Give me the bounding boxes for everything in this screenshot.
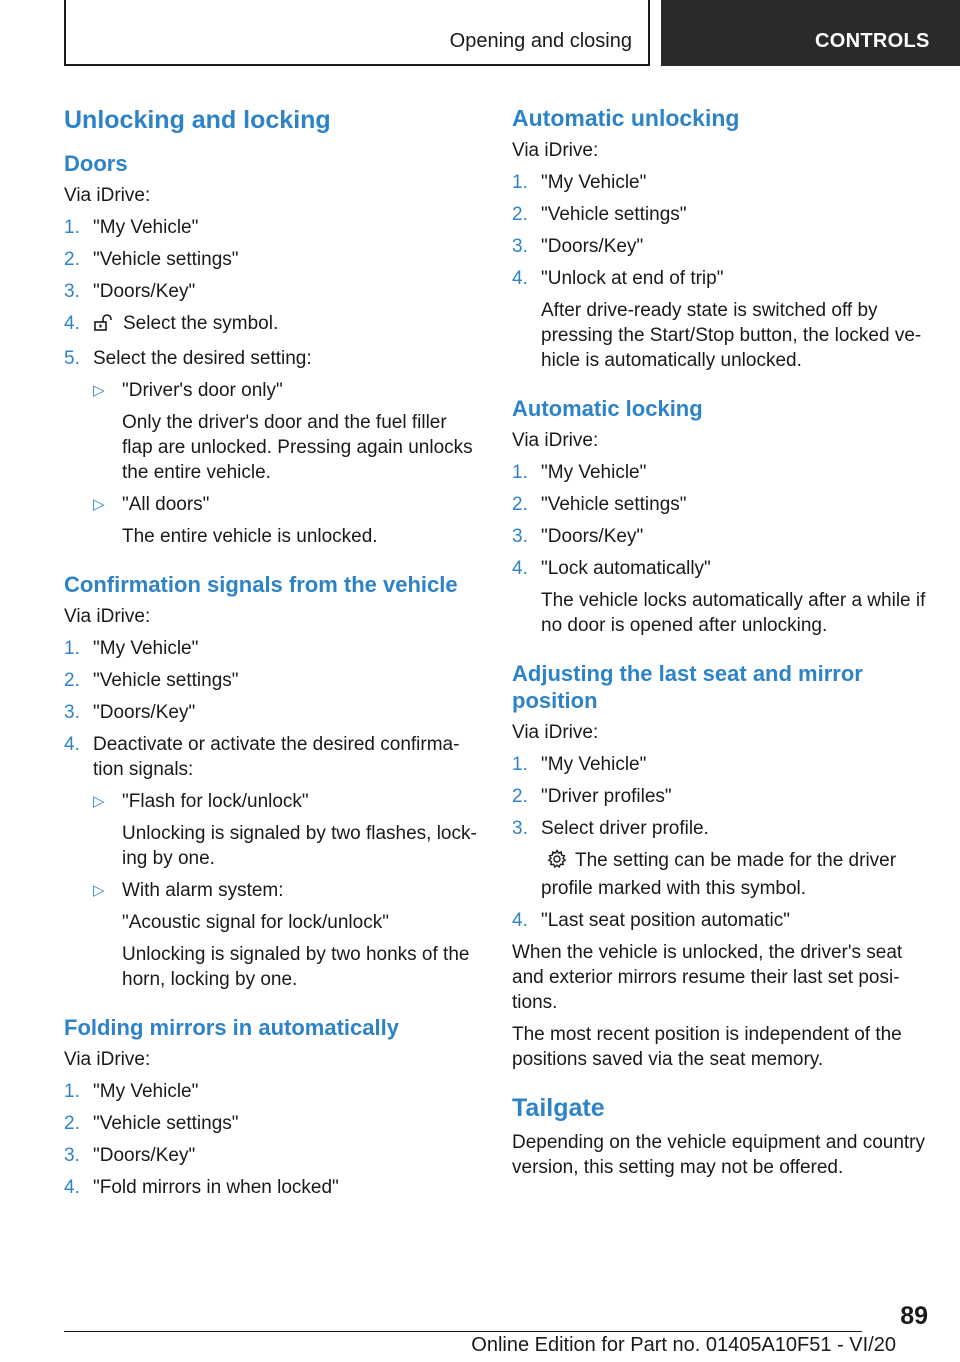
unlock-icon — [93, 314, 115, 339]
list-item — [512, 202, 930, 227]
list-item — [64, 732, 482, 992]
list-item — [93, 492, 482, 549]
list-item — [64, 668, 482, 693]
confirm-options — [93, 789, 482, 992]
list-item — [64, 1175, 482, 1200]
step-number: 4. — [64, 734, 80, 755]
page-number: 89 — [900, 1302, 928, 1330]
list-item — [93, 789, 482, 871]
step-text: "Fold mirrors in when locked" — [93, 1177, 339, 1198]
list-item — [93, 378, 482, 485]
step-text: "Vehicle settings" — [93, 249, 239, 270]
option-desc: The entire vehicle is unlocked. — [122, 526, 378, 547]
chapter-tab — [661, 0, 960, 66]
step-number: 3. — [64, 702, 80, 723]
auto-unlock-heading: Automatic unlocking — [512, 105, 740, 131]
doors-heading: Doors — [64, 151, 128, 176]
step-number: 1. — [512, 754, 528, 775]
list-item — [512, 266, 930, 373]
list-item — [64, 1111, 482, 1136]
step-number: 4. — [512, 558, 528, 579]
seat-mirror-steps — [512, 752, 930, 933]
auto-unlock-steps — [512, 170, 930, 373]
seat-mirror-paragraph-2: The most recent position is independent of the positions saved via the seat memory. — [512, 1024, 902, 1070]
list-item — [512, 908, 930, 933]
seat-mirror-heading: Adjusting the last seat and mirror position — [512, 661, 863, 713]
seat-mirror-via: Via iDrive: — [512, 722, 599, 743]
option-desc: "Acoustic signal for lock/unlock" — [122, 912, 389, 933]
option-title: "Flash for lock/unlock" — [122, 791, 309, 812]
step-number: 4. — [64, 1177, 80, 1198]
list-item — [512, 170, 930, 195]
fold-steps — [64, 1079, 482, 1200]
step-text: "Vehicle settings" — [541, 494, 687, 515]
step-text: "Driver profiles" — [541, 786, 672, 807]
list-item — [64, 247, 482, 272]
auto-lock-via: Via iDrive: — [512, 430, 599, 451]
step-note: The setting can be made for the driver profile marked with this symbol. — [541, 850, 897, 899]
step-number: 1. — [64, 638, 80, 659]
step-text: "My Vehicle" — [541, 754, 647, 775]
option-desc: Unlocking is signaled by two honks of the horn, locking by one. — [122, 944, 470, 990]
confirm-steps — [64, 636, 482, 992]
footer-edition: Online Edition for Part no. 01405A10F51 - VI/20 — [471, 1334, 896, 1356]
step-text: "Vehicle settings" — [93, 670, 239, 691]
list-item — [512, 752, 930, 777]
step-text: "Doors/Key" — [93, 281, 196, 302]
chapter-tab-label: CONTROLS — [815, 30, 930, 52]
list-item — [64, 1143, 482, 1168]
step-text: "Vehicle settings" — [93, 1113, 239, 1134]
section-title: Opening and closing — [449, 30, 632, 52]
step-number: 2. — [64, 1113, 80, 1134]
step-number: 3. — [64, 281, 80, 302]
step-note-with-icon — [541, 848, 930, 901]
list-item — [64, 346, 482, 549]
confirm-heading: Confirmation signals from the vehicle — [64, 572, 458, 597]
list-item — [512, 234, 930, 259]
fold-via: Via iDrive: — [64, 1049, 151, 1070]
list-item — [64, 215, 482, 240]
tailgate-heading: Tailgate — [512, 1094, 605, 1122]
list-item — [64, 311, 482, 339]
triangle-bullet-icon: ▷ — [93, 496, 105, 513]
step-text: "Last seat position automatic" — [541, 910, 791, 931]
triangle-bullet-icon: ▷ — [93, 793, 105, 810]
auto-lock-steps — [512, 460, 930, 638]
step-number: 4. — [64, 313, 80, 334]
list-item — [512, 556, 930, 638]
step-text: "Doors/Key" — [541, 236, 644, 257]
list-item — [512, 816, 930, 901]
step-number: 3. — [512, 236, 528, 257]
step-text: Select the symbol. — [123, 313, 279, 334]
list-item — [512, 492, 930, 517]
step-number: 1. — [512, 172, 528, 193]
auto-unlock-via: Via iDrive: — [512, 140, 599, 161]
list-item — [64, 279, 482, 304]
step-text: "Lock automatically" — [541, 558, 711, 579]
step-number: 3. — [512, 818, 528, 839]
step-text: "My Vehicle" — [541, 172, 647, 193]
step-text: "My Vehicle" — [93, 217, 199, 238]
list-item — [64, 636, 482, 661]
step-number: 3. — [64, 1145, 80, 1166]
step-text: Select driver profile. — [541, 818, 709, 839]
option-desc: Only the driver's door and the fuel filler flap are unlocked. Pressing again unlocks the entire vehicle. — [122, 412, 473, 483]
list-item — [64, 1079, 482, 1104]
step-text: "My Vehicle" — [541, 462, 647, 483]
step-number: 4. — [512, 268, 528, 289]
fold-heading: Folding mirrors in automatically — [64, 1015, 399, 1040]
step-number: 2. — [512, 786, 528, 807]
triangle-bullet-icon: ▷ — [93, 382, 105, 399]
step-number: 1. — [512, 462, 528, 483]
step-number: 2. — [64, 249, 80, 270]
option-title: With alarm system: — [122, 880, 284, 901]
step-text: "My Vehicle" — [93, 638, 199, 659]
triangle-bullet-icon: ▷ — [93, 882, 105, 899]
confirm-via: Via iDrive: — [64, 606, 151, 627]
page-title: Unlocking and locking — [64, 106, 331, 134]
tailgate-paragraph: Depending on the vehicle equipment and country version, this setting may not be offered. — [512, 1132, 926, 1178]
step-text: "Doors/Key" — [93, 702, 196, 723]
step-number: 3. — [512, 526, 528, 547]
list-item — [64, 700, 482, 725]
step-text: "My Vehicle" — [93, 1081, 199, 1102]
step-text: "Vehicle settings" — [541, 204, 687, 225]
footer-divider — [64, 1331, 862, 1332]
right-column — [512, 100, 930, 1187]
list-item — [93, 878, 482, 992]
step-number: 5. — [64, 348, 80, 369]
auto-lock-heading: Automatic locking — [512, 396, 703, 421]
list-item — [512, 784, 930, 809]
step-number: 2. — [64, 670, 80, 691]
list-item — [512, 460, 930, 485]
step-number: 2. — [512, 494, 528, 515]
step-number: 1. — [64, 1081, 80, 1102]
step-text: "Doors/Key" — [93, 1145, 196, 1166]
step-text: Deactivate or activate the desired confirmation signals: — [93, 734, 460, 780]
list-item — [512, 524, 930, 549]
step-text: Select the desired setting: — [93, 348, 312, 369]
step-note: After drive-ready state is switched off by pressing the Start/Stop button, the locked vehicle is automatically unlocked. — [541, 300, 922, 371]
step-number: 2. — [512, 204, 528, 225]
left-column — [64, 100, 482, 1200]
option-title: "All doors" — [122, 494, 210, 515]
step-text: "Doors/Key" — [541, 526, 644, 547]
doors-options — [93, 378, 482, 549]
doors-via: Via iDrive: — [64, 185, 151, 206]
option-title: "Driver's door only" — [122, 380, 283, 401]
gear-icon — [547, 849, 567, 876]
step-text: "Unlock at end of trip" — [541, 268, 724, 289]
doors-steps — [64, 215, 482, 549]
seat-mirror-paragraph-1: When the vehicle is unlocked, the driver's seat and exterior mirrors resume their last set positions. — [512, 942, 903, 1013]
option-desc: Unlocking is signaled by two flashes, locking by one. — [122, 823, 477, 869]
step-number: 1. — [64, 217, 80, 238]
step-note: The vehicle locks automatically after a while if no door is opened after unlocking. — [541, 590, 926, 636]
step-number: 4. — [512, 910, 528, 931]
header-section-box — [64, 0, 650, 66]
